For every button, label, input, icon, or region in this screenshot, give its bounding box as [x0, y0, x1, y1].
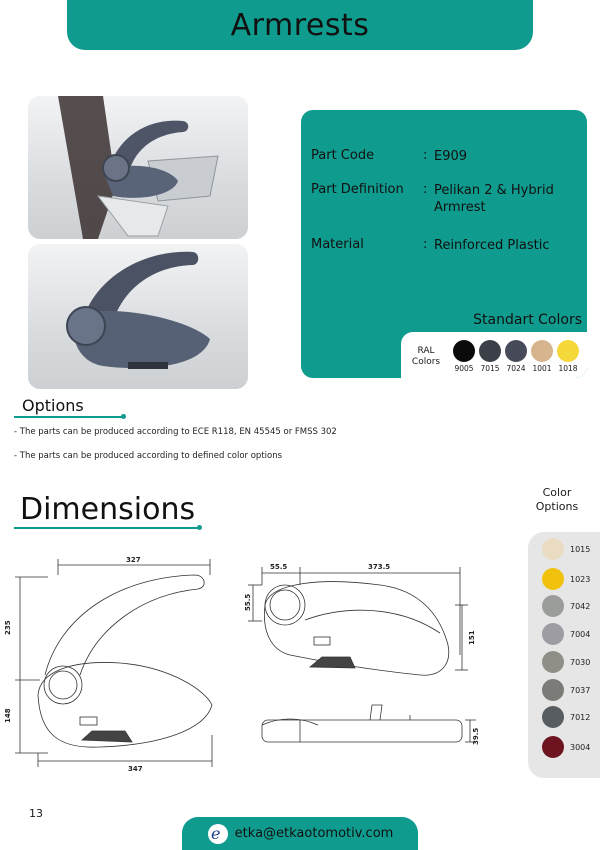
contact-email-link[interactable]: etka@etkaotomotiv.com: [234, 826, 394, 841]
dim-front-1: 55.5: [270, 563, 288, 571]
page-title: Armrests: [230, 7, 370, 43]
product-photo-angled: [28, 96, 248, 239]
standard-colors-title: Standart Colors: [473, 312, 582, 328]
color-option-7004: [542, 623, 590, 645]
dim-front-2: 373.5: [368, 563, 391, 571]
armrest-angled-illustration: [28, 96, 248, 239]
options-underline-dot: [121, 414, 126, 419]
swatch-9005: [453, 340, 475, 362]
color-dot: [542, 623, 564, 645]
color-option-3004: [542, 736, 590, 758]
color-code: 7012: [570, 712, 591, 722]
side-view-drawing: [15, 559, 212, 767]
swatch-7015: [479, 340, 501, 362]
swatch-1018: [557, 340, 579, 362]
swatch-code: 7015: [480, 364, 500, 373]
dim-front-3: 55.5: [244, 593, 252, 611]
standard-colors-panel: [401, 332, 587, 378]
color-option-7030: [542, 651, 590, 673]
technical-drawings: [0, 545, 520, 775]
swatch-code: 7024: [506, 364, 526, 373]
separator: :: [423, 182, 428, 197]
dimensions-underline-dot: [197, 525, 202, 530]
swatch-code: 9005: [454, 364, 474, 373]
color-option-1015: [542, 538, 590, 560]
part-code-value: E909: [434, 149, 468, 164]
color-dot: [542, 679, 564, 701]
color-option-7037: [542, 679, 590, 701]
color-code: 1015: [570, 544, 591, 554]
title-bar: [67, 0, 533, 50]
color-dot: [542, 706, 564, 728]
option-bullet: - The parts can be produced according to defined color options: [14, 451, 283, 461]
color-option-1023: [542, 568, 590, 590]
color-option-7042: [542, 595, 590, 617]
color-dot: [542, 651, 564, 673]
option-bullet: - The parts can be produced according to ECE R118, EN 45545 or FMSS 302: [14, 427, 337, 437]
swatch-7024: [505, 340, 527, 362]
material-value: Reinforced Plastic: [434, 238, 550, 253]
swatch-code: 1018: [558, 364, 578, 373]
color-dot: [542, 538, 564, 560]
svg-text:e: e: [210, 823, 221, 843]
swatch-1001: [531, 340, 553, 362]
material-label: Material: [311, 237, 364, 252]
etka-e-logo-icon: [207, 823, 229, 845]
color-dot: [542, 568, 564, 590]
page-number: 13: [29, 807, 43, 820]
color-dot: [542, 736, 564, 758]
color-options-title: Color Options: [535, 486, 579, 513]
color-code: 7042: [570, 601, 591, 611]
color-code: 7004: [570, 629, 591, 639]
color-code: 3004: [570, 742, 591, 752]
options-underline: [14, 416, 124, 418]
color-options-panel: [528, 532, 600, 778]
color-code: 1023: [570, 574, 591, 584]
dimensions-underline: [14, 527, 200, 529]
footer-contact-bar: [182, 817, 418, 850]
top-view-drawing: [262, 705, 476, 742]
swatch-code: 1001: [532, 364, 552, 373]
front-view-drawing: [248, 567, 468, 675]
color-code: 7037: [570, 685, 591, 695]
dim-side-left: 235: [4, 620, 12, 635]
color-code: 7030: [570, 657, 591, 667]
dim-side-top: 327: [126, 556, 141, 564]
product-photo-side: [28, 244, 248, 389]
options-title: Options: [22, 396, 84, 415]
part-code-label: Part Code: [311, 148, 375, 163]
separator: :: [423, 148, 428, 163]
part-definition-label: Part Definition: [311, 182, 404, 197]
dim-front-right: 151: [468, 630, 476, 645]
color-dot: [542, 595, 564, 617]
ral-label: RAL Colors: [411, 346, 441, 367]
separator: :: [423, 237, 428, 252]
dim-side-lower-left: 148: [4, 708, 12, 723]
dim-top-right: 39.5: [472, 727, 480, 745]
armrest-side-illustration: [28, 244, 248, 389]
dimensions-title: Dimensions: [20, 492, 196, 527]
color-option-7012: [542, 706, 590, 728]
dim-side-bottom: 347: [128, 765, 143, 773]
part-definition-value: Pelikan 2 & Hybrid Armrest: [434, 183, 554, 215]
